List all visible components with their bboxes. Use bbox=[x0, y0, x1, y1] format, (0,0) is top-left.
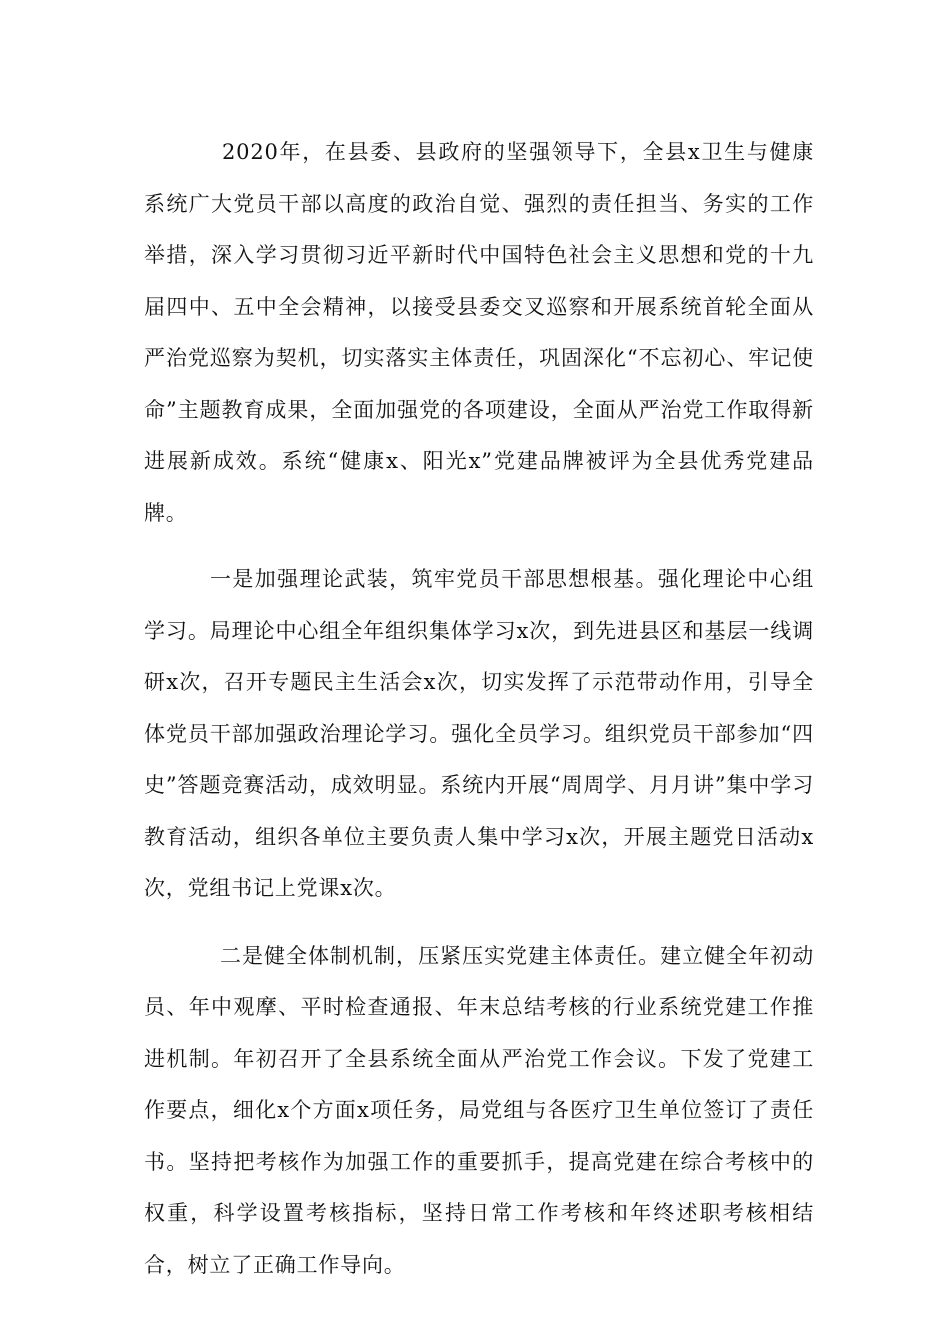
paragraph-summary: 2020年，在县委、县政府的坚强领导下，全县x卫生与健康系统广大党员干部以高度的政治自觉、强烈的责任担当、务实的工作举措，深入学习贯彻习近平新时代中国特色社会主义思想和党的十九届四中、五中全会精神，以接受县委交叉巡察和开展系统首轮全面从严治党巡察为契机，切实落实主体责任，巩固深化“不忘初心、牢记使命”主题教育成果，全面加强党的各项建设，全面从严治党工作取得新进展新成效。系统“健康x、阳光x”党建品牌被评为全县优秀党建品牌。 bbox=[144, 140, 814, 525]
paragraph-theory-study: 一是加强理论武装，筑牢党员干部思想根基。强化理论中心组学习。局理论中心组全年组织集体学习x次，到先进县区和基层一线调研x次，召开专题民主生活会x次，切实发挥了示范带动作用，引导全体党员干部加强政治理论学习。强化全员学习。组织党员干部参加“四史”答题竞赛活动，成效明显。系统内开展“周周学、月月讲”集中学习教育活动，组织各单位主要负责人集中学习x次，开展主题党日活动x次，党组书记上党课x次。 bbox=[144, 567, 814, 900]
document-body bbox=[144, 127, 814, 1291]
paragraph-responsibility-mechanism: 二是健全体制机制，压紧压实党建主体责任。建立健全年初动员、年中观摩、平时检查通报、年末总结考核的行业系统党建工作推进机制。年初召开了全县系统全面从严治党工作会议。下发了党建工作要点，细化x个方面x项任务，局党组与各医疗卫生单位签订了责任书。坚持把考核作为加强工作的重要抓手，提高党建在综合考核中的权重，科学设置考核指标，坚持日常工作考核和年终述职考核相结合，树立了正确工作导向。 bbox=[144, 943, 814, 1277]
